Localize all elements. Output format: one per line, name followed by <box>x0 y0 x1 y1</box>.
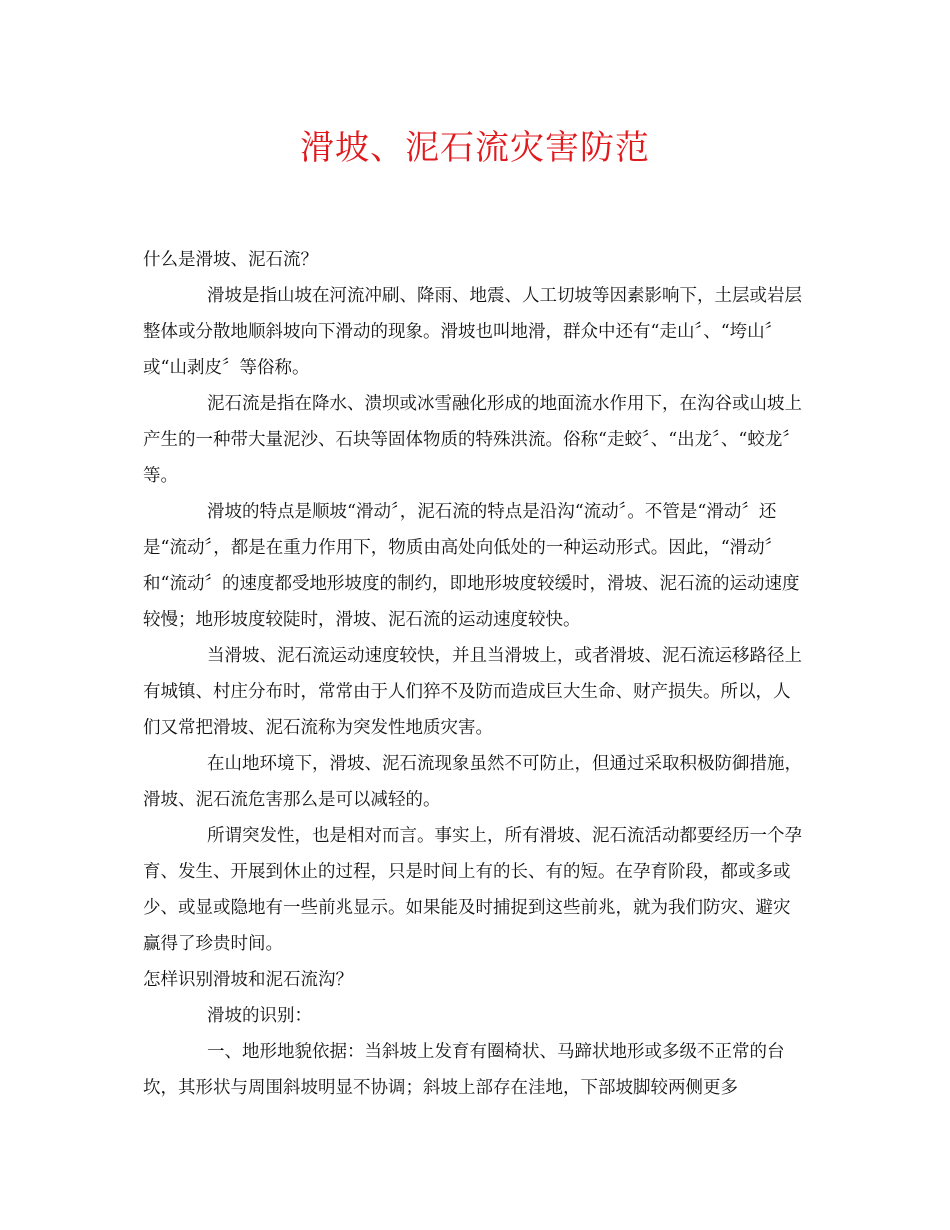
paragraph: 当滑坡、泥石流运动速度较快，并且当滑坡上，或者滑坡、泥石流运移路径上有城镇、村庄分布时，常常由于人们猝不及防而造成巨大生命、财产损失。所以，人们又常把滑坡、泥石流称为突发性地质灾害。 <box>143 646 802 738</box>
paragraph: 一、地形地貌依据：当斜坡上发育有圈椅状、马蹄状地形或多级不正常的台坎，其形状与周围斜坡明显不协调；斜坡上部存在洼地，下部坡脚较两侧更多 <box>143 1042 785 1098</box>
document-body <box>143 242 807 1106</box>
paragraph: 在山地环境下，滑坡、泥石流现象虽然不可防止，但通过采取积极防御措施，滑坡、泥石流危害那么是可以减轻的。 <box>143 754 802 810</box>
paragraph: 泥石流是指在降水、溃坝或冰雪融化形成的地面流水作用下，在沟谷或山坡上产生的一种带大量泥沙、石块等固体物质的特殊洪流。俗称“走蛟〞、“出龙〞、“蛟龙〞等。 <box>143 394 802 486</box>
paragraph: 滑坡的特点是顺坡“滑动〞，泥石流的特点是沿沟“流动〞。不管是“滑动〞还是“流动〞，都是在重力作用下，物质由高处向低处的一种运动形式。因此，“滑动〞和“流动〞的速度都受地形坡度的制约，即地形坡度较缓时，滑坡、泥石流的运动速度较慢；地形坡度较陡时，滑坡、泥石流的运动速度较快。 <box>143 502 800 630</box>
paragraph: 所谓突发性，也是相对而言。事实上，所有滑坡、泥石流活动都要经历一个孕育、发生、开展到休止的过程，只是时间上有的长、有的短。在孕育阶段，都或多或少、或显或隐地有一些前兆显示。如果能及时捕捉到这些前兆，就为我们防灾、避灾赢得了珍贵时间。 <box>143 826 802 954</box>
paragraph: 怎样识别滑坡和泥石流沟？ <box>143 970 353 990</box>
paragraph: 滑坡的识别： <box>207 1006 312 1026</box>
document-title: 滑坡、泥石流灾害防范 <box>300 128 650 168</box>
paragraph: 什么是滑坡、泥石流？ <box>143 250 318 270</box>
paragraph: 滑坡是指山坡在河流冲刷、降雨、地震、人工切坡等因素影响下，土层或岩层整体或分散地顺斜坡向下滑动的现象。滑坡也叫地滑，群众中还有“走山〞、“垮山〞或“山剥皮〞等俗称。 <box>143 286 802 378</box>
